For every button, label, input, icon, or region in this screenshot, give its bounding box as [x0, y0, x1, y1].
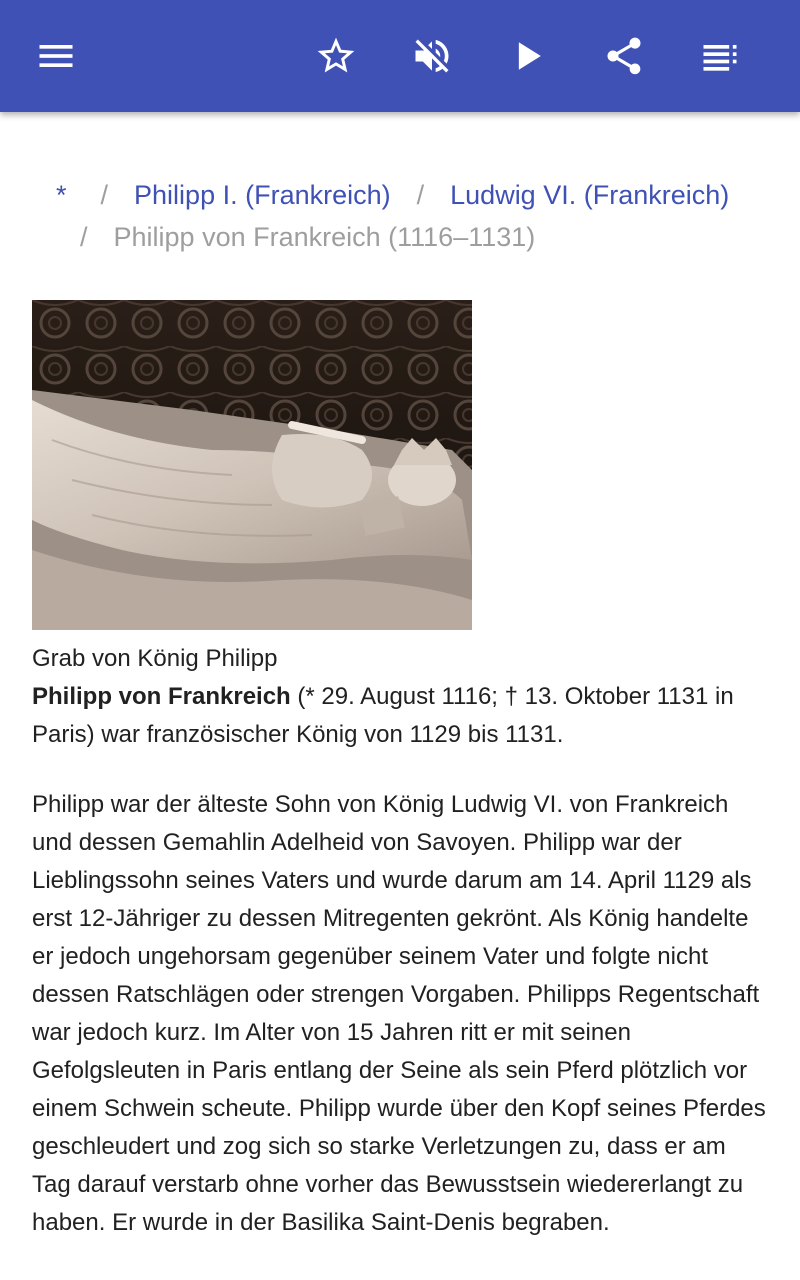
menu-icon — [34, 34, 78, 78]
tomb-image[interactable] — [32, 300, 472, 630]
share-icon — [602, 34, 646, 78]
breadcrumb-link-ludwig-vi[interactable]: Ludwig VI. (Frankreich) — [450, 180, 730, 210]
article-content — [0, 112, 800, 1280]
breadcrumb — [32, 174, 772, 258]
play-icon — [506, 34, 550, 78]
play-button[interactable] — [498, 26, 558, 86]
bookmark-button[interactable] — [306, 26, 366, 86]
article-intro — [32, 678, 768, 754]
breadcrumb-row-2 — [32, 216, 772, 258]
article-intro-text: (* 29. August 1116; † 13. Oktober 1131 in Paris) war französischer König von 1129 bis 1131. — [32, 683, 734, 748]
breadcrumb-separator: / — [80, 222, 88, 252]
mute-button[interactable] — [402, 26, 462, 86]
breadcrumb-current: Philipp von Frankreich (1116–1131) — [113, 222, 536, 252]
contents-button[interactable] — [690, 26, 750, 86]
breadcrumb-root-link[interactable]: * — [56, 180, 67, 210]
breadcrumb-separator: / — [100, 180, 109, 210]
share-button[interactable] — [594, 26, 654, 86]
playlist-icon — [698, 34, 742, 78]
tomb-photo — [32, 300, 472, 630]
breadcrumb-link-philipp-i[interactable]: Philipp I. (Frankreich) — [134, 180, 391, 210]
star-outline-icon — [314, 34, 358, 78]
breadcrumb-separator: / — [416, 180, 425, 210]
article-subject: Philipp von Frankreich — [32, 683, 291, 710]
menu-button[interactable] — [26, 26, 86, 86]
app-bar — [0, 0, 800, 112]
image-caption: Grab von König Philipp — [32, 645, 278, 672]
article-body: Philipp war der älteste Sohn von König Ludwig VI. von Frankreich und dessen Gemahlin Adelheid von Savoyen. Philipp war der Lieblingssohn seines Vaters und wurde darum am 14. April 1129 als erst 12-Jähriger zu dessen Mitregenten gekrönt. Als König handelte er jedoch ungehorsam gegenüber seinem Vater und folgte nicht dessen Ratschlägen oder strengen Vorgaben. Philipps Regentschaft war jedoch kurz. Im Alter von 15 Jahren ritt er mit seinen Gefolgsleuten in Paris entlang der Seine als sein Pferd plötzlich vor einem Schwein scheute. Philipp wurde über den Kopf seines Pferdes geschleudert und zog sich so starke Verletzungen zu, dass er am Tag darauf verstarb ohne vorher das Bewusstsein wiedererlangt zu haben. Er wurde in der Basilika Saint-Denis begraben. — [32, 791, 766, 1236]
volume-off-icon — [410, 34, 454, 78]
breadcrumb-row-1 — [32, 174, 772, 216]
